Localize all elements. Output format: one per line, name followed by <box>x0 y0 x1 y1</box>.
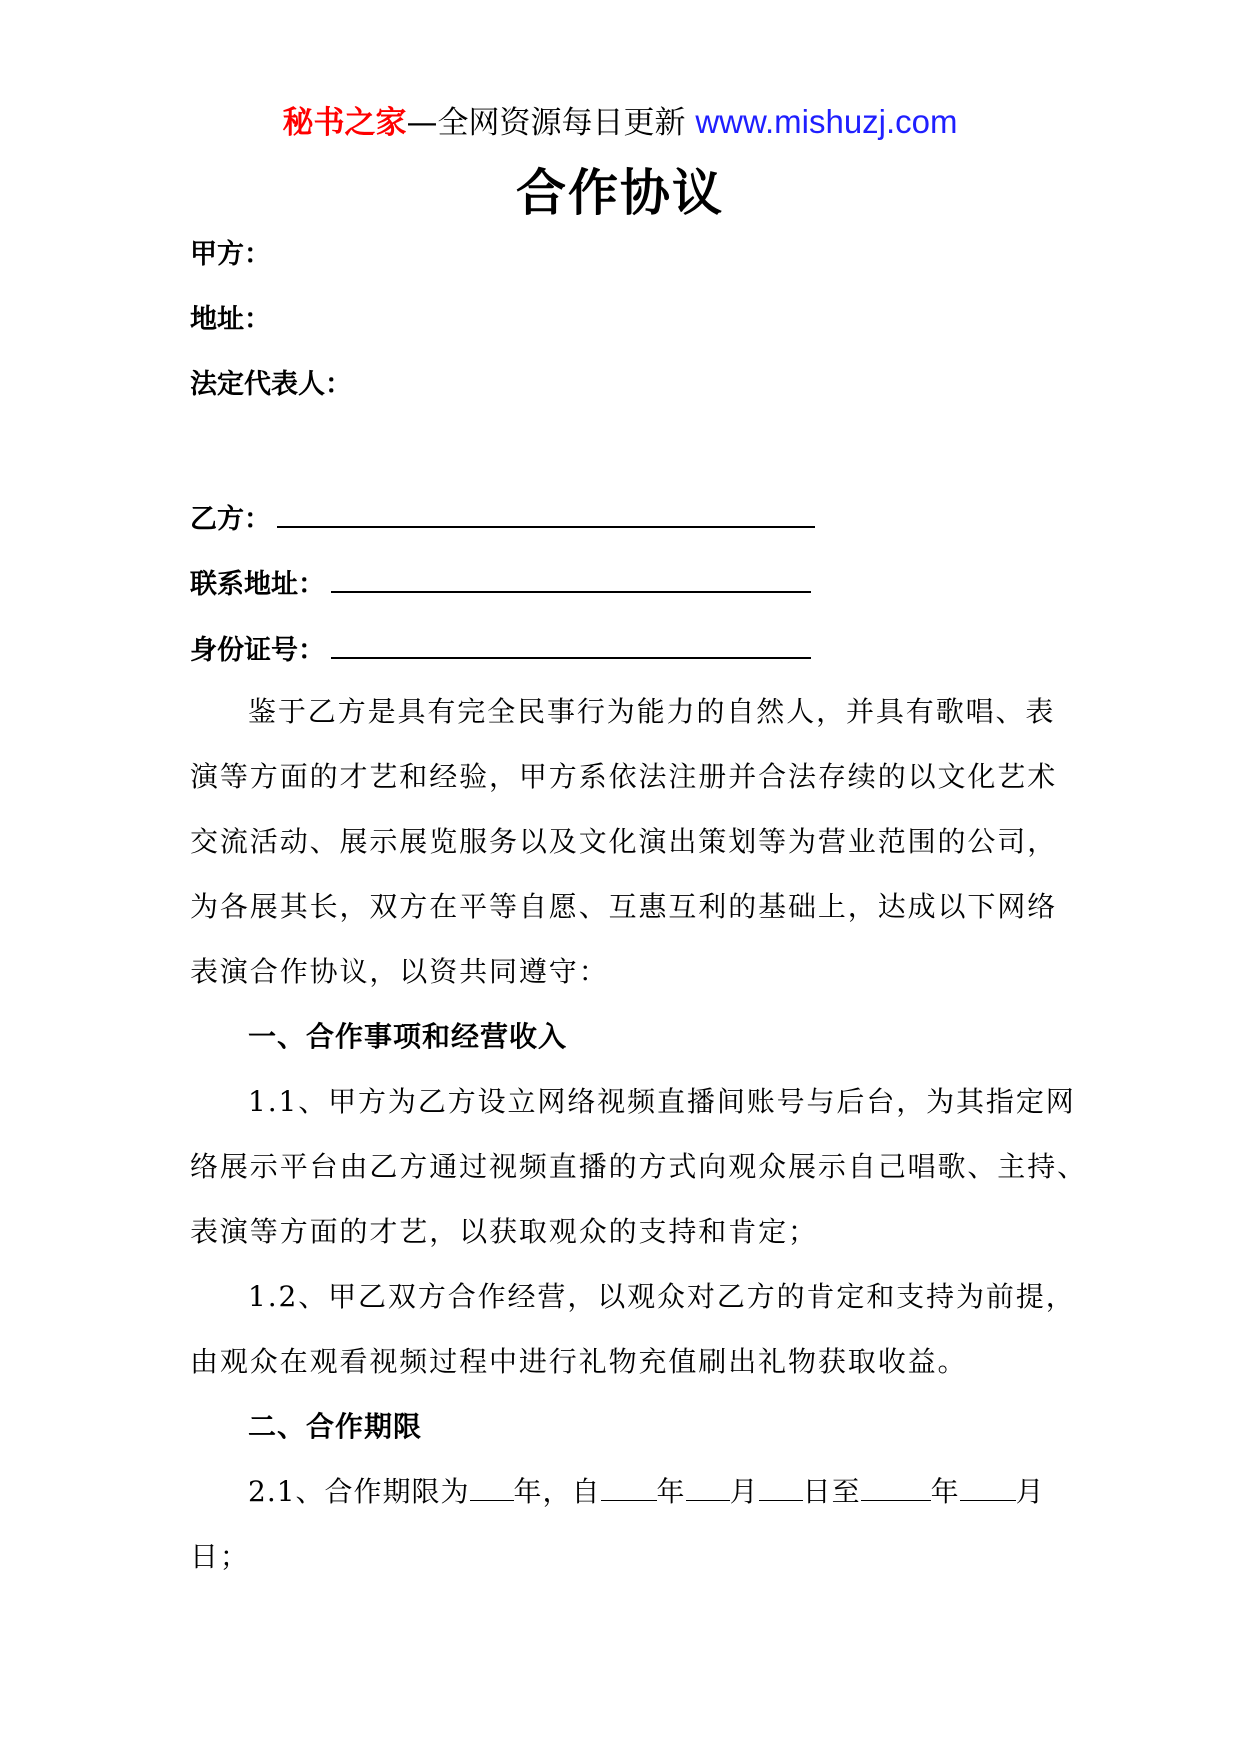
end-month-blank[interactable] <box>960 1472 1016 1501</box>
party-a-name-label: 甲方： <box>190 239 271 270</box>
party-b-id-row <box>190 627 811 671</box>
section-2-heading: 二、合作期限 <box>248 1410 423 1443</box>
clause-2-1-prefix: 2.1、合作期限为 <box>248 1475 470 1508</box>
clause-1-1-line: 1.1、甲方为乙方设立网络视频直播间账号与后台，为其指定网 <box>248 1085 1076 1118</box>
preamble-line: 交流活动、展示展览服务以及文化演出策划等为营业范围的公司， <box>190 825 1058 858</box>
clause-2-1-end: 日； <box>190 1540 250 1573</box>
year-unit-text: 年，自 <box>513 1475 601 1508</box>
party-b-name-blank[interactable] <box>277 496 815 528</box>
party-b-address-label: 联系地址： <box>190 569 325 600</box>
party-a-representative-label: 法定代表人： <box>190 369 352 400</box>
preamble-line: 鉴于乙方是具有完全民事行为能力的自然人，并具有歌唱、表 <box>248 695 1056 728</box>
site-link[interactable]: www.mishuzj.com <box>695 103 958 140</box>
clause-2-1-line <box>248 1472 1045 1512</box>
clause-1-2-line: 1.2、甲乙双方合作经营，以观众对乙方的肯定和支持为前提， <box>248 1280 1076 1313</box>
site-header <box>0 98 1240 147</box>
party-b-name-row <box>190 496 815 540</box>
start-day-blank[interactable] <box>759 1472 803 1501</box>
preamble-line: 表演合作协议，以资共同遵守： <box>190 955 609 988</box>
section-1-heading: 一、合作事项和经营收入 <box>248 1020 568 1053</box>
year-text: 年 <box>656 1475 686 1508</box>
party-b-address-blank[interactable] <box>331 561 811 593</box>
brand-name: 秘书之家 <box>282 105 407 141</box>
year-text: 年 <box>930 1475 960 1508</box>
month-text: 月 <box>1015 1475 1045 1508</box>
preamble-line: 演等方面的才艺和经验，甲方系依法注册并合法存续的以文化艺术 <box>190 760 1058 793</box>
party-b-address-row <box>190 561 811 605</box>
party-b-id-label: 身份证号： <box>190 635 325 666</box>
party-a-address-label: 地址： <box>190 304 271 335</box>
day-to-text: 日至 <box>802 1475 861 1508</box>
header-slogan: —全网资源每日更新 <box>406 105 696 141</box>
month-text: 月 <box>729 1475 759 1508</box>
party-b-name-label: 乙方： <box>190 504 271 535</box>
start-year-blank[interactable] <box>601 1472 657 1501</box>
preamble-line: 为各展其长，双方在平等自愿、互惠互利的基础上，达成以下网络 <box>190 890 1058 923</box>
clause-1-2-line: 由观众在观看视频过程中进行礼物充值刷出礼物获取收益。 <box>190 1345 968 1378</box>
clause-1-1-line: 络展示平台由乙方通过视频直播的方式向观众展示自己唱歌、主持、 <box>190 1150 1088 1183</box>
end-year-blank[interactable] <box>861 1472 931 1501</box>
clause-1-1-line: 表演等方面的才艺，以获取观众的支持和肯定； <box>190 1215 818 1248</box>
start-month-blank[interactable] <box>686 1472 730 1501</box>
term-years-blank[interactable] <box>470 1472 514 1501</box>
document-title: 合作协议 <box>516 164 724 222</box>
party-b-id-blank[interactable] <box>331 627 811 659</box>
